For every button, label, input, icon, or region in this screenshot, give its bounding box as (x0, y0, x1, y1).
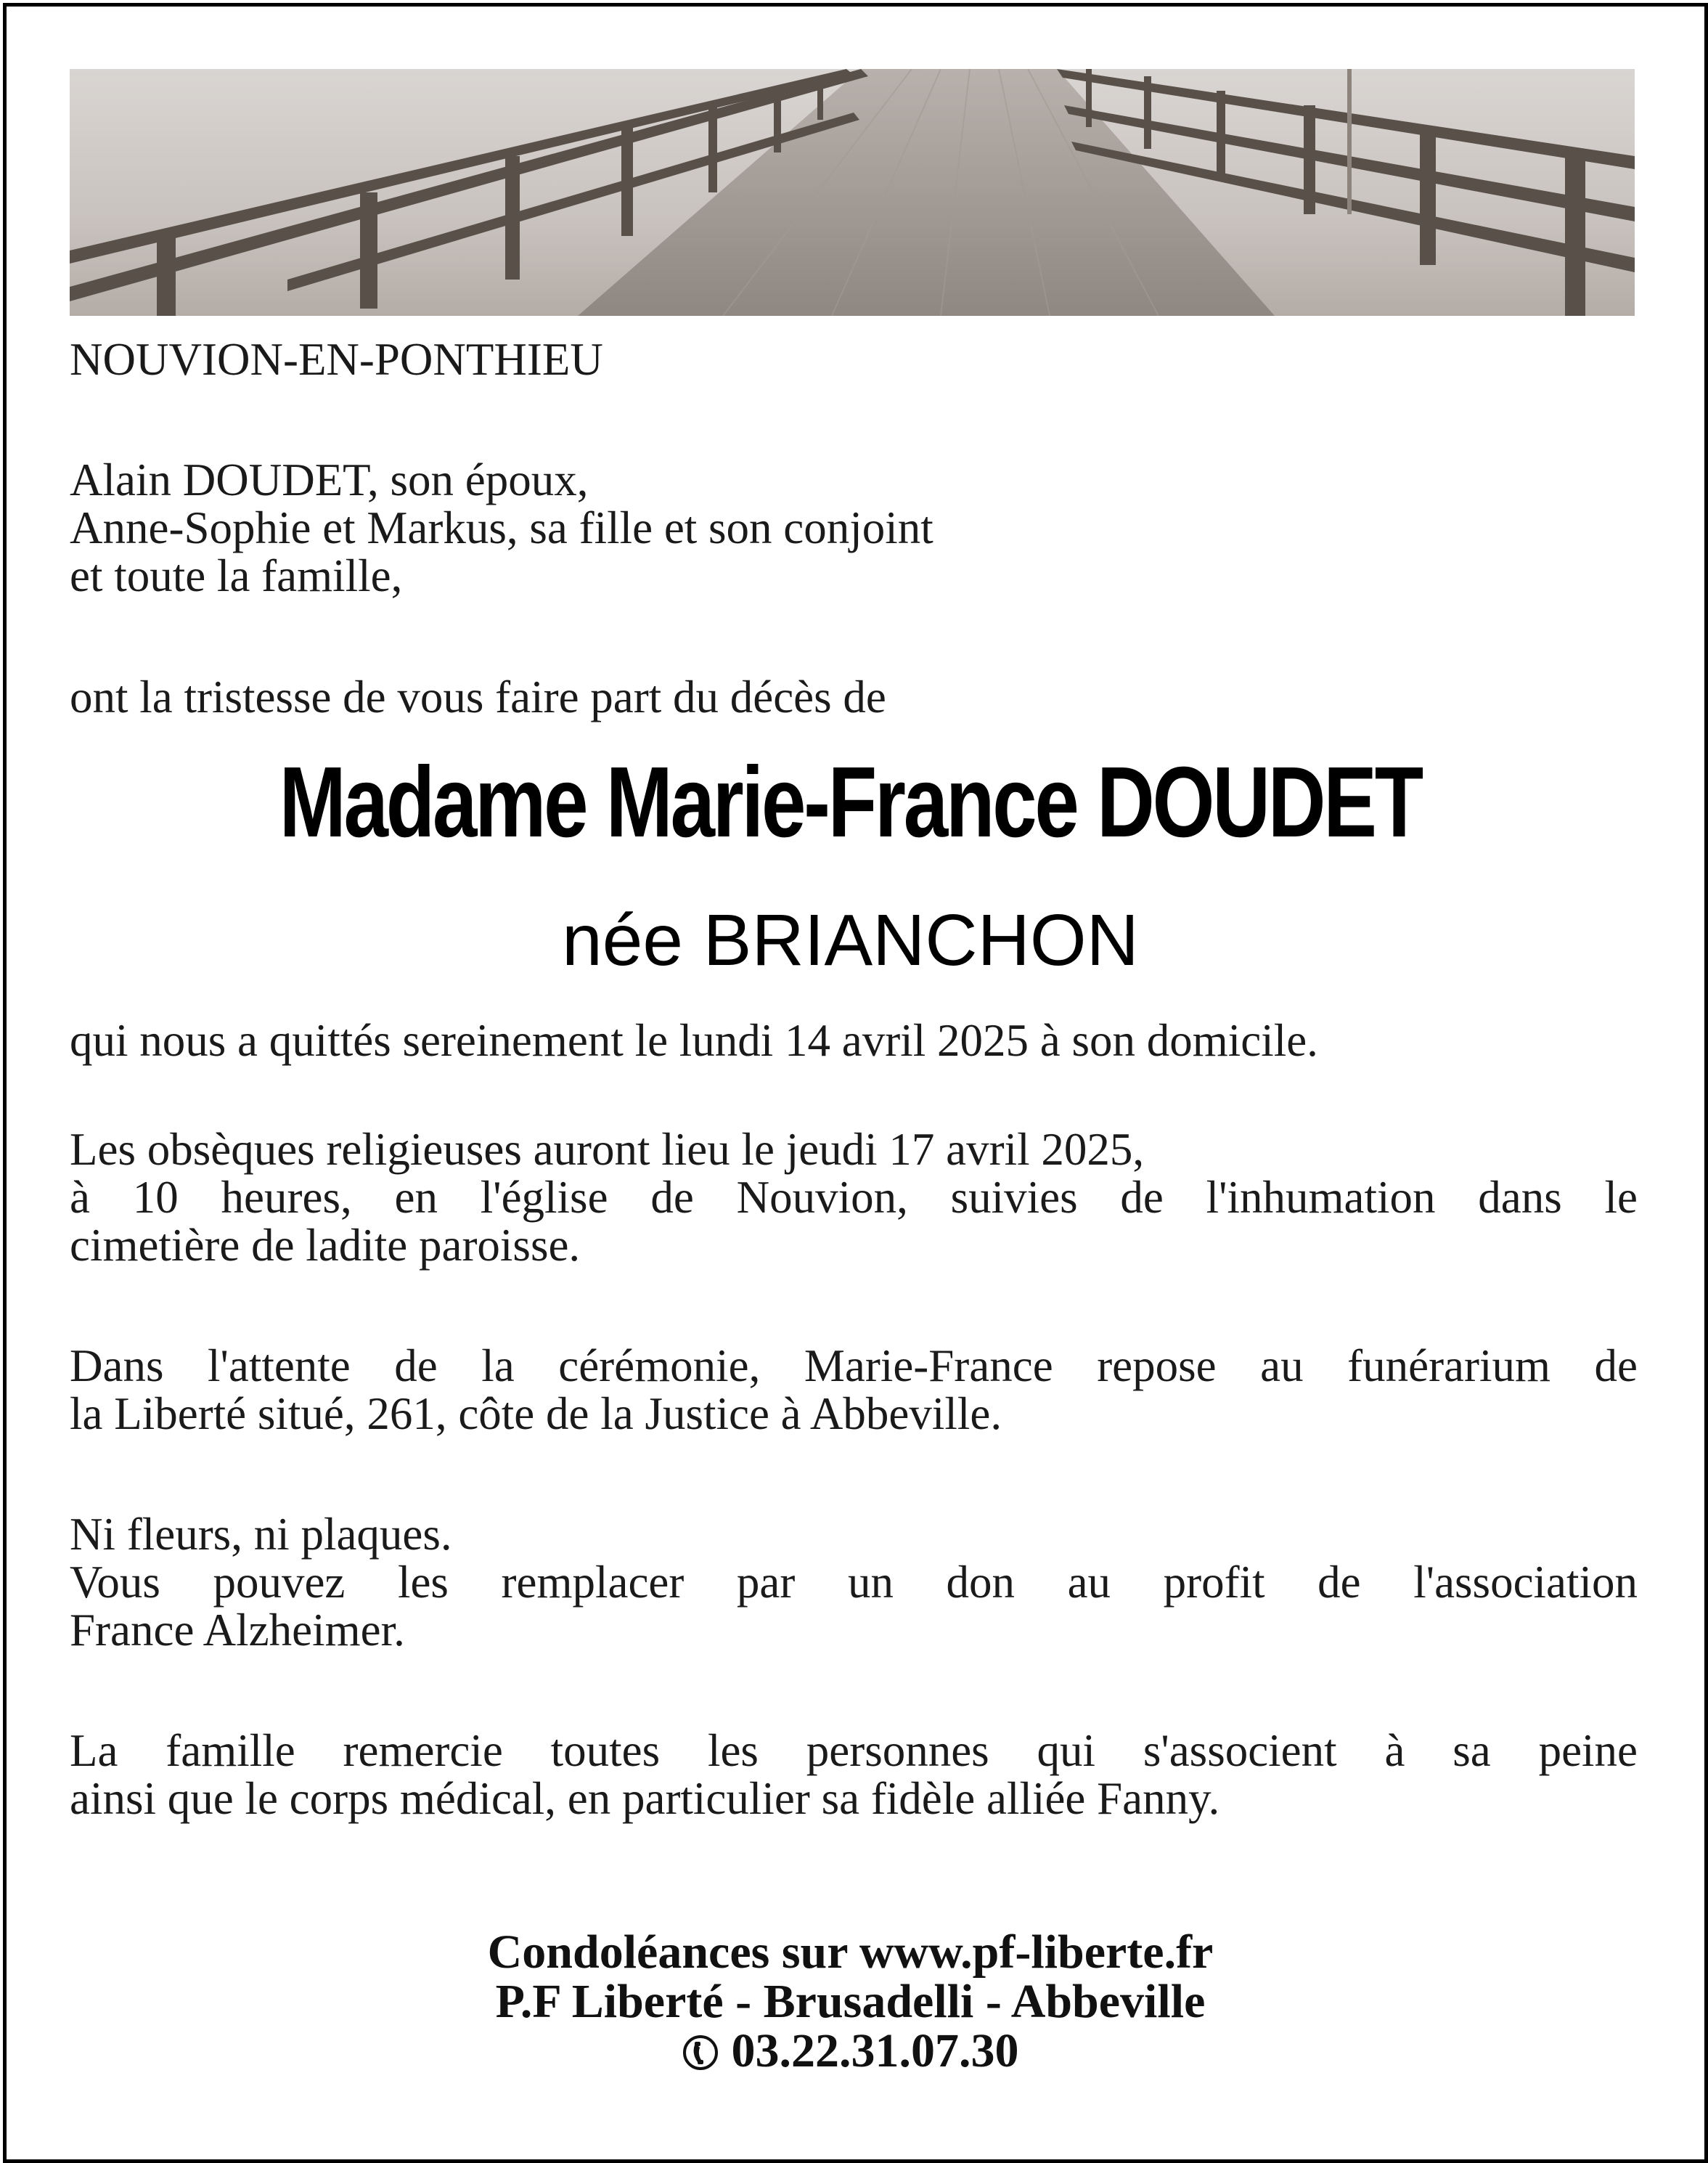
flowers-line-3: France Alzheimer. (70, 1605, 405, 1655)
phone-icon (682, 2031, 719, 2067)
maiden-name: née BRIANCHON (562, 900, 1139, 981)
thanks-line-1: La famille remercie toutes les personnes qui s'associent à sa peine (70, 1725, 1638, 1776)
location: NOUVION-EN-PONTHIEU (70, 334, 603, 385)
funeral-line-2: à 10 heures, en l'église de Nouvion, suivies de l'inhumation dans le (70, 1172, 1638, 1223)
announcement: ont la tristesse de vous faire part du décès de (70, 672, 886, 722)
family-line-1: Alain DOUDET, son époux, (70, 455, 589, 505)
deceased-name: Madame Marie-France DOUDET (279, 746, 1422, 858)
flowers-line-1: Ni fleurs, ni plaques. (70, 1509, 452, 1560)
funeral-line-1: Les obsèques religieuses auront lieu le jeudi 17 avril 2025, (70, 1124, 1145, 1175)
phone-line (0, 2026, 1701, 2076)
flowers-line-2: Vous pouvez les remplacer par un don au profit de l'association (70, 1557, 1638, 1608)
phone-number: 03.22.31.07.30 (731, 2024, 1019, 2077)
thanks-line-2: ainsi que le corps médical, en particulier sa fidèle alliée Fanny. (70, 1773, 1220, 1824)
funeral-line-3: cimetière de ladite paroisse. (70, 1220, 581, 1271)
notice-frame (3, 3, 1708, 2163)
condolences-line: Condoléances sur www.pf-liberte.fr (487, 1926, 1214, 1979)
family-line-2: Anne-Sophie et Markus, sa fille et son conjoint (70, 502, 933, 553)
rest-line-2: la Liberté situé, 261, côte de la Justice à Abbeville. (70, 1388, 1002, 1439)
family-line-3: et toute la famille, (70, 550, 403, 601)
rest-line-1: Dans l'attente de la cérémonie, Marie-France repose au funérarium de (70, 1340, 1638, 1391)
passing-text: qui nous a quittés sereinement le lundi 14 avril 2025 à son domicile. (70, 1015, 1318, 1066)
bridge-photo (70, 69, 1635, 316)
funeral-home-line: P.F Liberté - Brusadelli - Abbeville (495, 1975, 1206, 2028)
